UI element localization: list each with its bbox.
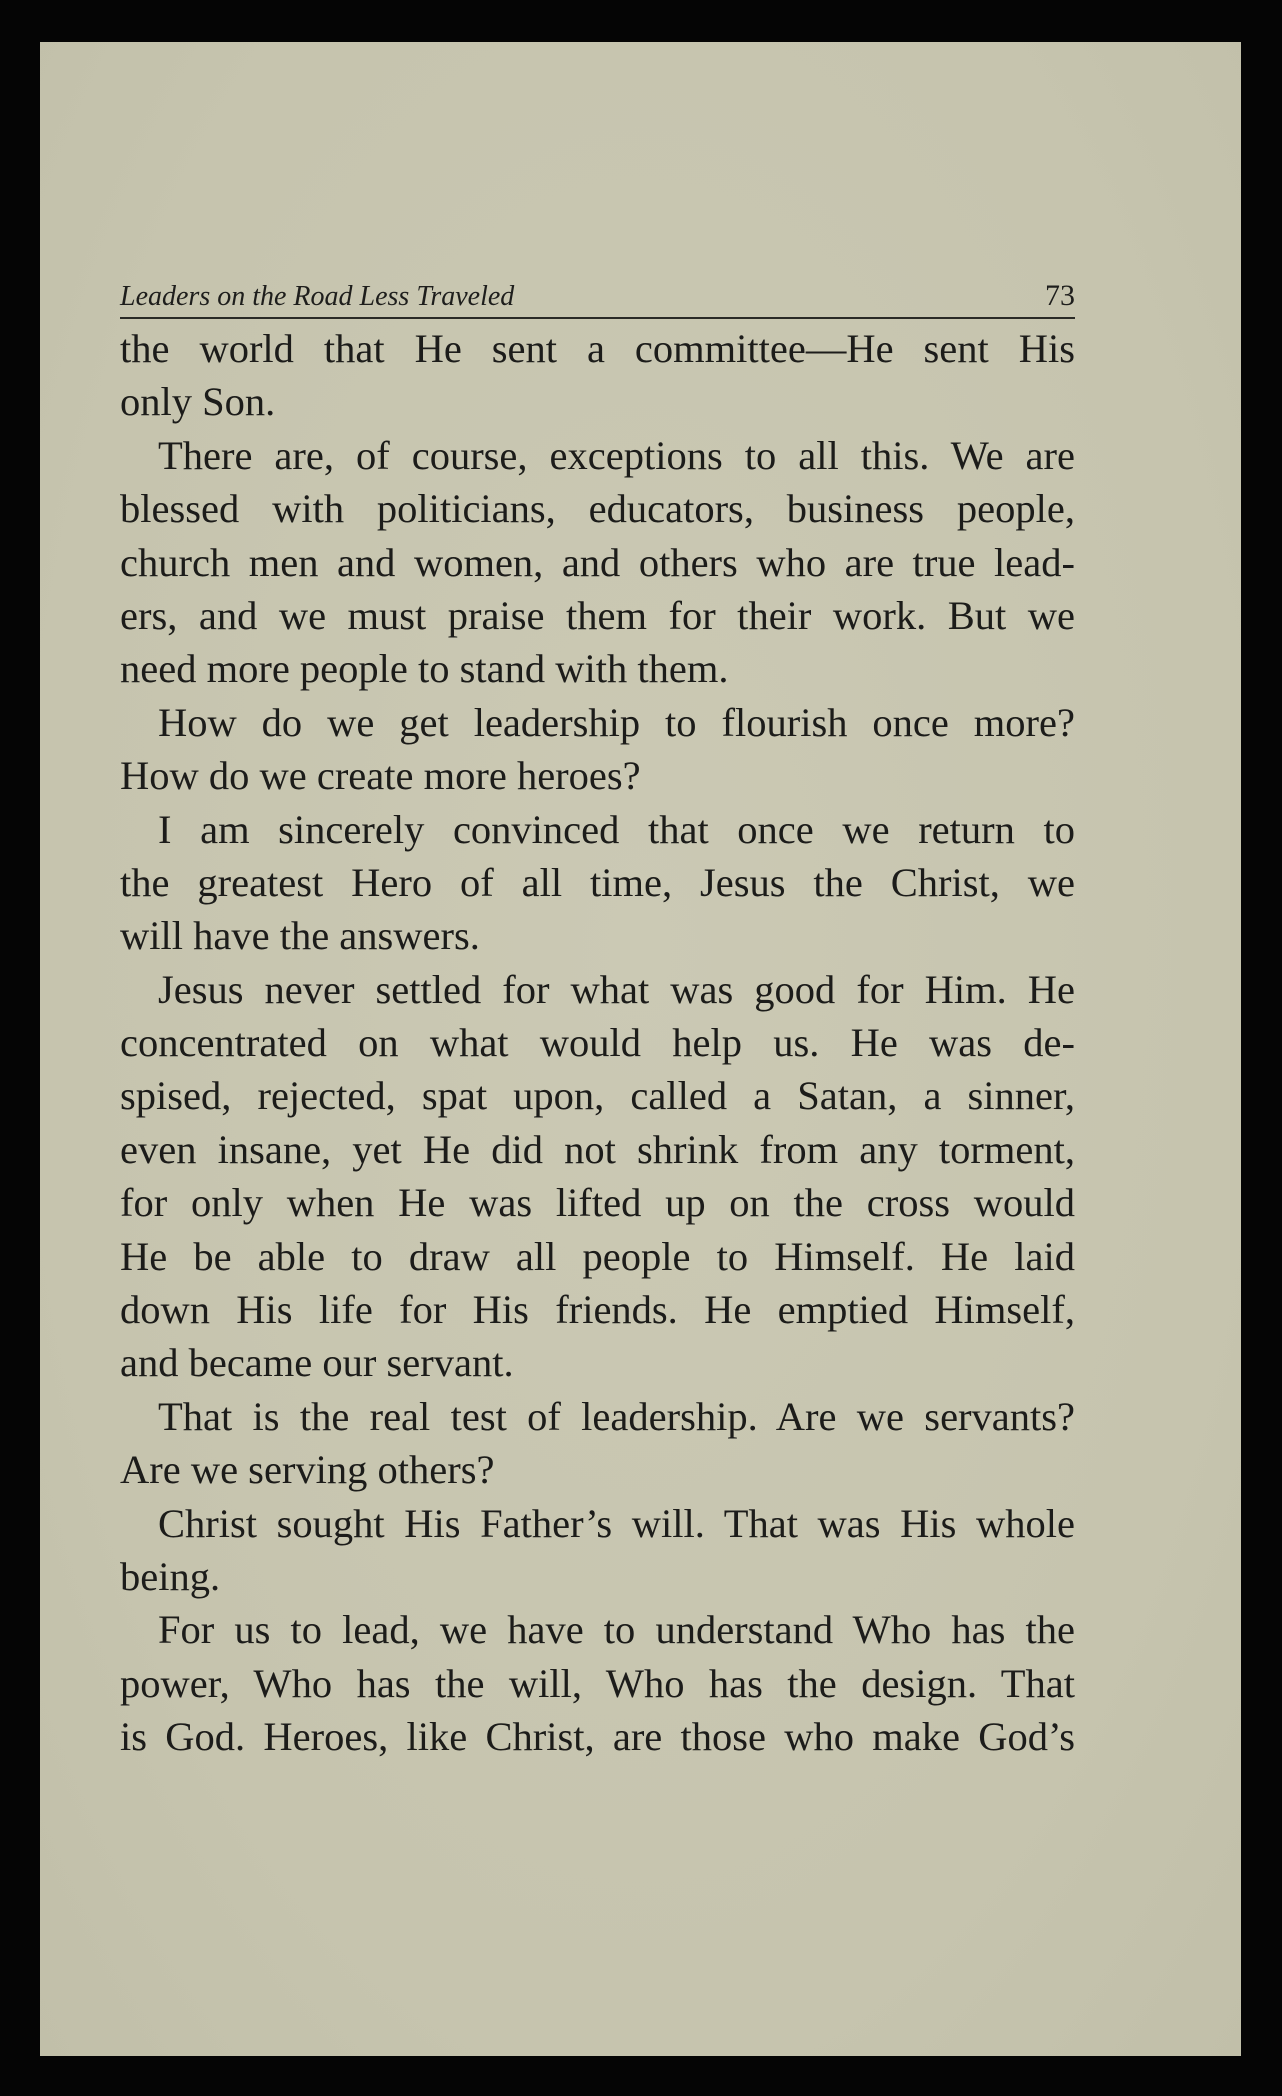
text-line: is God. Heroes, like Christ, are those who make God’s <box>120 1714 1075 1760</box>
text-line: even insane, yet He did not shrink from any torment, <box>120 1126 1075 1172</box>
text-line: How do we create more heroes? <box>120 753 641 799</box>
text-line: down His life for His friends. He emptied Himself, <box>120 1287 1075 1333</box>
text-line: Jesus never settled for what was good for Him. He <box>158 966 1075 1012</box>
book-page <box>40 42 1241 2056</box>
text-line: concentrated on what would help us. He was de- <box>120 1020 1075 1066</box>
text-line: How do we get leadership to flourish once more? <box>158 699 1075 745</box>
text-line: church men and women, and others who are true lead- <box>120 539 1075 585</box>
text-line: Are we serving others? <box>120 1447 495 1493</box>
running-header <box>120 267 1075 319</box>
text-line: the greatest Hero of all time, Jesus the Christ, we <box>120 859 1075 905</box>
text-line: being. <box>120 1553 221 1599</box>
text-line: the world that He sent a committee—He sent His <box>120 326 1075 371</box>
text-line: will have the answers. <box>120 913 480 959</box>
text-line: For us to lead, we have to understand Who has the <box>158 1607 1075 1653</box>
page-number: 73 <box>1045 279 1075 312</box>
running-title: Leaders on the Road Less Traveled <box>120 281 515 312</box>
body-text <box>120 322 1075 1764</box>
text-line: Christ sought His Father’s will. That was His whole <box>158 1500 1075 1546</box>
text-line: I am sincerely convinced that once we return to <box>158 806 1075 852</box>
text-line: only Son. <box>120 379 276 425</box>
text-line: for only when He was lifted up on the cross would <box>120 1180 1075 1226</box>
text-line: There are, of course, exceptions to all this. We are <box>158 432 1075 478</box>
text-line: and became our servant. <box>120 1340 514 1386</box>
text-line: ers, and we must praise them for their work. But we <box>120 592 1075 638</box>
text-line: He be able to draw all people to Himself. He laid <box>120 1233 1075 1279</box>
text-line: power, Who has the will, Who has the design. That <box>120 1660 1075 1706</box>
text-line: need more people to stand with them. <box>120 646 729 692</box>
text-line: spised, rejected, spat upon, called a Satan, a sinner, <box>120 1073 1075 1119</box>
text-line: That is the real test of leadership. Are we servants? <box>158 1393 1075 1439</box>
text-line: blessed with politicians, educators, business people, <box>120 486 1075 532</box>
